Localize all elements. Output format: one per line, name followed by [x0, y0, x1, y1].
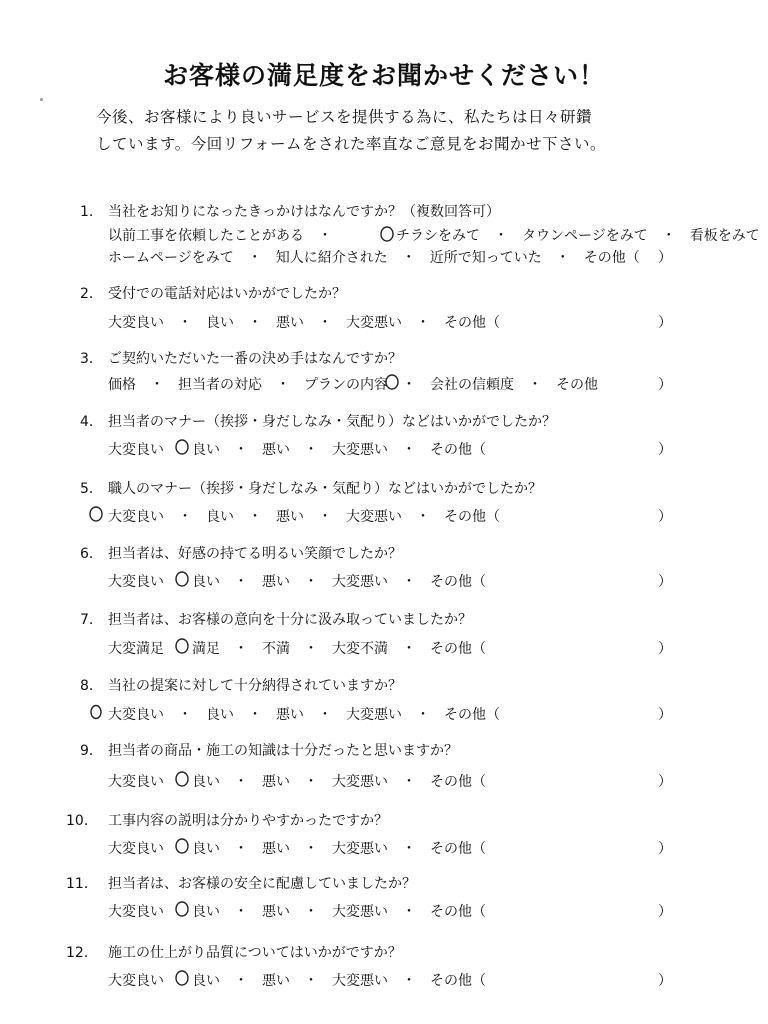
- intro-line-1: 今後、お客様により良いサービスを提供する為に、私たちは日々研鑽: [96, 108, 593, 126]
- close-paren: ）: [658, 574, 672, 590]
- answer-options-line1: 以前工事を依頼したことがある ・: [108, 228, 332, 244]
- close-paren: ）: [658, 442, 672, 458]
- question-text: 担当者の商品・施工の知識は十分だったと思いますか？: [108, 743, 458, 759]
- answer-options: 大変良い 良い ・ 悪い ・ 大変悪い ・ その他（: [108, 442, 486, 458]
- question-text: 当社の提案に対して十分納得されていますか？: [108, 678, 402, 694]
- answer-options: 大変満足 満足 ・ 不満 ・ 大変不満 ・ その他（: [108, 641, 486, 657]
- answer-options: 大変良い 良い ・ 悪い ・ 大変悪い ・ その他（: [108, 904, 486, 920]
- question-number: 4．: [80, 414, 103, 430]
- answer-options: 大変良い 良い ・ 悪い ・ 大変悪い ・ その他（: [108, 841, 486, 857]
- answer-options-line1b: チラシをみて ・ タウンページをみて ・ 看板をみて: [396, 228, 760, 244]
- close-paren: ）: [658, 774, 672, 790]
- close-paren: ）: [658, 973, 672, 989]
- close-paren: ）: [658, 377, 672, 393]
- intro-line-2: しています。今回リフォームをされた率直なご意見をお聞かせ下さい。: [96, 135, 606, 153]
- question-number: 10．: [66, 813, 98, 829]
- close-paren: ）: [658, 509, 672, 525]
- close-paren: ）: [658, 904, 672, 920]
- answer-options: 大変良い ・ 良い ・ 悪い ・ 大変悪い ・ その他（: [108, 509, 500, 525]
- question-number: 2．: [80, 286, 103, 302]
- question-text: 当社をお知りになったきっかけはなんですか？（複数回答可）: [108, 204, 500, 220]
- question-text: 施工の仕上がり品質についてはいかがですか？: [108, 945, 402, 961]
- close-paren: ）: [658, 641, 672, 657]
- answer-options: 大変良い 良い ・ 悪い ・ 大変悪い ・ その他（: [108, 973, 486, 989]
- question-text: 担当者のマナー（挨拶・身だしなみ・気配り）などはいかがでしたか？: [108, 414, 556, 430]
- answer-options: 価格 ・ 担当者の対応 ・ プランの内容 ・ 会社の信頼度 ・ その他: [108, 377, 598, 393]
- question-number: 6．: [80, 546, 103, 562]
- question-text: 担当者は、お客様の安全に配慮していましたか？: [108, 876, 416, 892]
- question-number: 12．: [66, 945, 98, 961]
- answer-options: 大変良い 良い ・ 悪い ・ 大変悪い ・ その他（: [108, 774, 486, 790]
- question-text: ご契約いただいた一番の決め手はなんですか？: [108, 351, 402, 367]
- close-paren: ）: [658, 707, 672, 723]
- handwritten-circle-mark: [86, 504, 106, 524]
- question-number: 7．: [80, 612, 103, 628]
- question-text: 工事内容の説明は分かりやすかったですか？: [108, 813, 388, 829]
- question-number: 8．: [80, 678, 103, 694]
- close-paren: ）: [658, 250, 672, 266]
- page-title: お客様の満足度をお聞かせください！: [162, 61, 605, 90]
- question-number: 9．: [80, 743, 103, 759]
- handwritten-circle-mark: [377, 224, 397, 244]
- question-number: 5．: [80, 481, 103, 497]
- question-text: 担当者は、お客様の意向を十分に汲み取っていましたか？: [108, 612, 472, 628]
- scan-speck: [40, 98, 43, 101]
- answer-options-line2: ホームページをみて ・ 知人に紹介された ・ 近所で知っていた ・ その他（: [108, 250, 640, 266]
- question-text: 受付での電話対応はいかがでしたか？: [108, 286, 346, 302]
- question-text: 担当者は、好感の持てる明るい笑顔でしたか？: [108, 546, 402, 562]
- question-number: 3．: [80, 351, 103, 367]
- question-text: 職人のマナー（挨拶・身だしなみ・気配り）などはいかがでしたか？: [108, 481, 542, 497]
- handwritten-circle-mark: [86, 702, 106, 722]
- question-number: 11．: [66, 876, 98, 892]
- close-paren: ）: [658, 841, 672, 857]
- question-number: 1．: [80, 204, 103, 220]
- close-paren: ）: [658, 315, 672, 331]
- answer-options: 大変良い ・ 良い ・ 悪い ・ 大変悪い ・ その他（: [108, 707, 500, 723]
- answer-options: 大変良い ・ 良い ・ 悪い ・ 大変悪い ・ その他（: [108, 315, 500, 331]
- answer-options: 大変良い 良い ・ 悪い ・ 大変悪い ・ その他（: [108, 574, 486, 590]
